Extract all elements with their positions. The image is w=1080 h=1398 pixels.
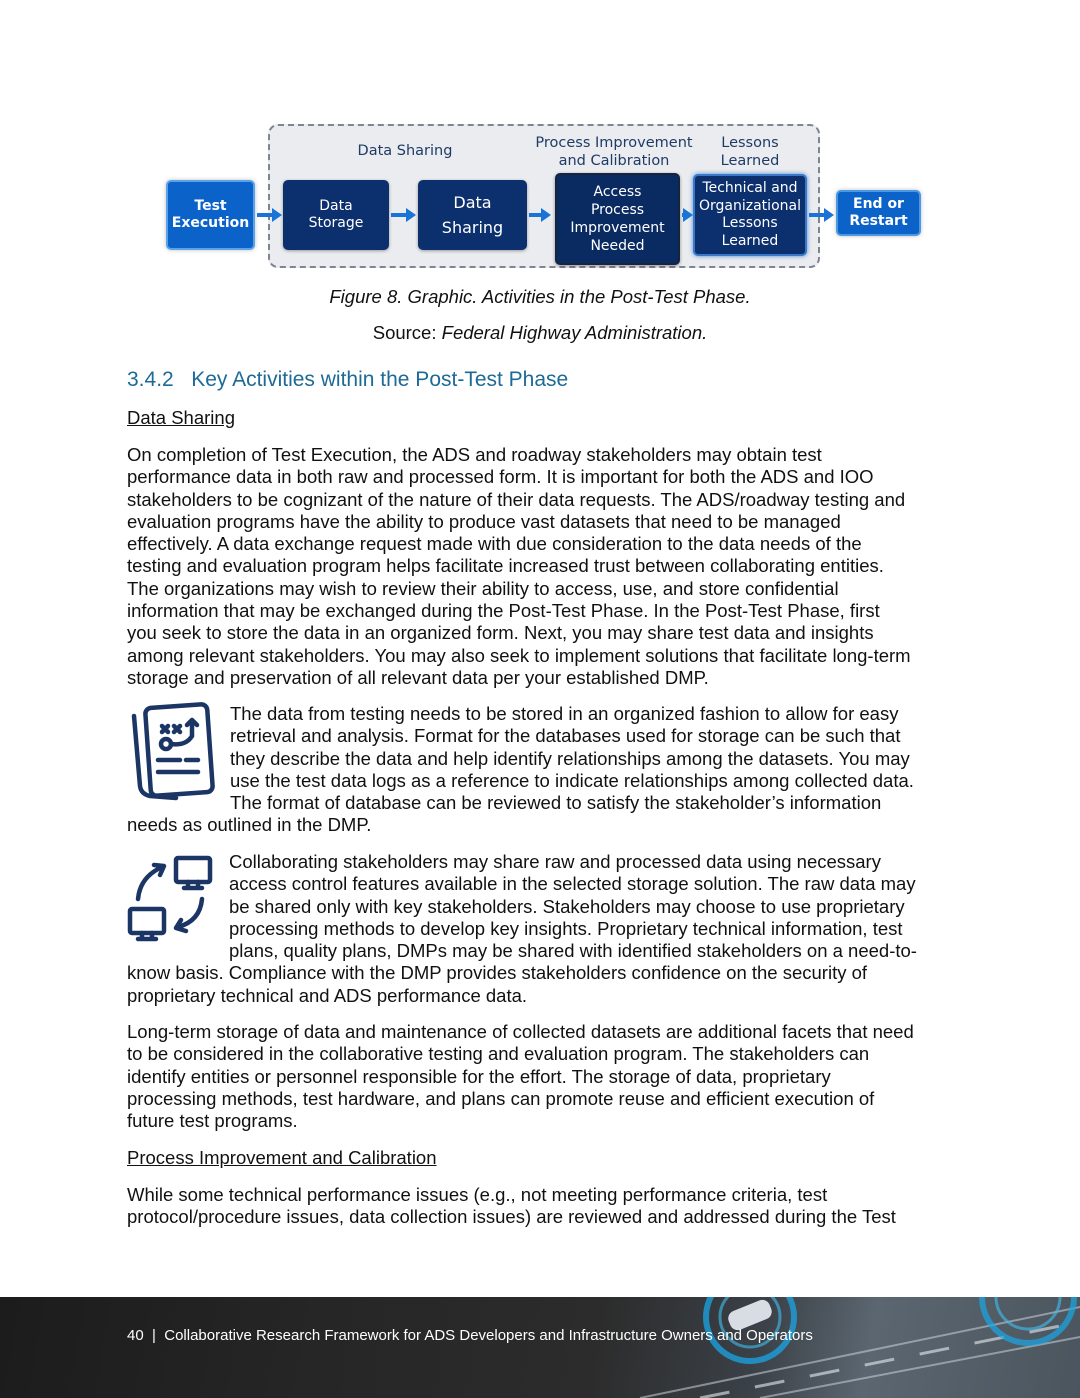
text-line: Collaborating stakeholders may share raw and processed data using necessary [229, 851, 881, 872]
box-data-sharing-label: Data Sharing [441, 193, 504, 237]
text-line: effectively. A data exchange request made with due consideration to the data needs of the [127, 533, 862, 555]
figure-source-name: Federal Highway Administration. [441, 322, 708, 343]
box-data-storage [283, 180, 389, 250]
text-line: among relevant stakeholders. You may also seek to implement solutions that facilitate long-term [127, 644, 911, 666]
text-line: to be considered in the collaborative testing and evaluation program. The stakeholders can [127, 1043, 870, 1065]
text-line: information that may be exchanged during the Post-Test Phase. In the Post-Test Phase, first [127, 600, 880, 622]
text-line: access control features available in the selected storage solution. The raw data may [229, 873, 916, 895]
text-line: needs as outlined in the DMP. [127, 814, 372, 836]
box-end-or-restart [836, 190, 921, 236]
text-line: The organizations may wish to review their ability to access, use, and store confidential [127, 577, 839, 599]
figure-source-prefix: Source: [372, 322, 442, 343]
group-label-lessons-learned: Lessons Learned [720, 135, 780, 169]
subheading-data-sharing: Data Sharing [127, 407, 235, 428]
footer-banner [0, 1297, 1080, 1398]
box-data-storage-label: Data Storage [308, 197, 364, 231]
text-line: evaluation programs have the ability to produce vast datasets that need to be managed [127, 510, 841, 532]
text-line: stakeholders to be cognizant of the nature of their data requests. The ADS/roadway testing and [127, 488, 906, 510]
text-line: While some technical performance issues (e.g., not meeting performance criteria, test [127, 1184, 828, 1205]
footer-text: 40 | Collaborative Research Framework for ADS Developers and Infrastructure Owners and Operators [127, 1327, 813, 1344]
text-line: The format of database can be reviewed to satisfy the stakeholder’s information [230, 792, 882, 814]
text-line: storage and preservation of all relevant data per your established DMP. [127, 666, 709, 688]
arrow-4 [682, 213, 684, 217]
paragraph-long-term-storage [127, 1021, 953, 1132]
figure-source [0, 322, 1080, 344]
text-line: protocol/procedure issues, data collection issues) are reviewed and addressed during the Test [127, 1206, 896, 1228]
arrow-1 [257, 213, 273, 217]
box-access-process-improvement-label: Access Process Improvement Needed [570, 184, 665, 254]
text-line: plans, quality plans, DMPs may be shared with identified stakeholders on a need-to- [229, 940, 917, 962]
text-line: performance data in both raw and processed form. It is important for both the ADS and IOO [127, 466, 874, 488]
text-line: be shared only with key stakeholders. Stakeholders may choose to use proprietary [229, 895, 905, 917]
arrow-2 [391, 213, 407, 217]
text-line: know basis. Compliance with the DMP provides stakeholders confidence on the security of [127, 962, 868, 984]
text-line: The data from testing needs to be stored in an organized fashion to allow for easy [230, 703, 899, 724]
text-line: Long-term storage of data and maintenance of collected datasets are additional facets that need [127, 1021, 914, 1042]
box-access-process-improvement [555, 173, 680, 265]
text-line: testing and evaluation program helps facilitate increased trust between collaborating entities. [127, 555, 884, 577]
footer-road-graphic [0, 1297, 1080, 1398]
paragraph-sharing [127, 851, 953, 1007]
subheading-process-improvement: Process Improvement and Calibration [127, 1147, 437, 1168]
box-test-execution [166, 180, 255, 250]
text-line: future test programs. [127, 1110, 298, 1132]
box-test-execution-label: Test Execution [171, 198, 250, 231]
text-line: they describe the data and help identify relationships among the datasets. You may [230, 747, 910, 769]
text-line: On completion of Test Execution, the ADS and roadway stakeholders may obtain test [127, 444, 822, 465]
arrow-5 [809, 213, 825, 217]
text-line: processing methods, test hardware, and plans can promote reuse and efficient execution of [127, 1087, 875, 1109]
arrow-3 [529, 213, 542, 217]
group-label-data-sharing: Data Sharing [357, 143, 453, 159]
figure-caption: Figure 8. Graphic. Activities in the Post-Test Phase. [329, 286, 751, 307]
text-line: you seek to store the data in an organized form. Next, you may share test data and insights [127, 622, 874, 644]
box-technical-lessons [693, 174, 807, 256]
text-line: retrieval and analysis. Format for the databases used for storage can be such that [230, 725, 901, 747]
box-data-sharing [418, 180, 527, 250]
text-line: use the test data logs as a reference to indicate relationships among collected data. [230, 769, 914, 791]
group-label-process-improvement: Process Improvement and Calibration [535, 135, 693, 169]
text-line: processing methods to develop key insights. Proprietary technical information, test [229, 917, 903, 939]
box-technical-lessons-label: Technical and Organizational Lessons Learned [699, 180, 801, 249]
paragraph-data-sharing [127, 444, 953, 689]
paragraph-storage [127, 703, 953, 837]
box-end-or-restart-label: End or Restart [849, 196, 908, 229]
section-heading: 3.4.2 Key Activities within the Post-Test Phase [127, 368, 569, 391]
paragraph-process-improvement [127, 1184, 953, 1229]
text-line: proprietary technical and ADS performance data. [127, 984, 528, 1006]
text-line: identify entities or personnel responsible for the effort. The storage of data, proprietary [127, 1065, 831, 1087]
